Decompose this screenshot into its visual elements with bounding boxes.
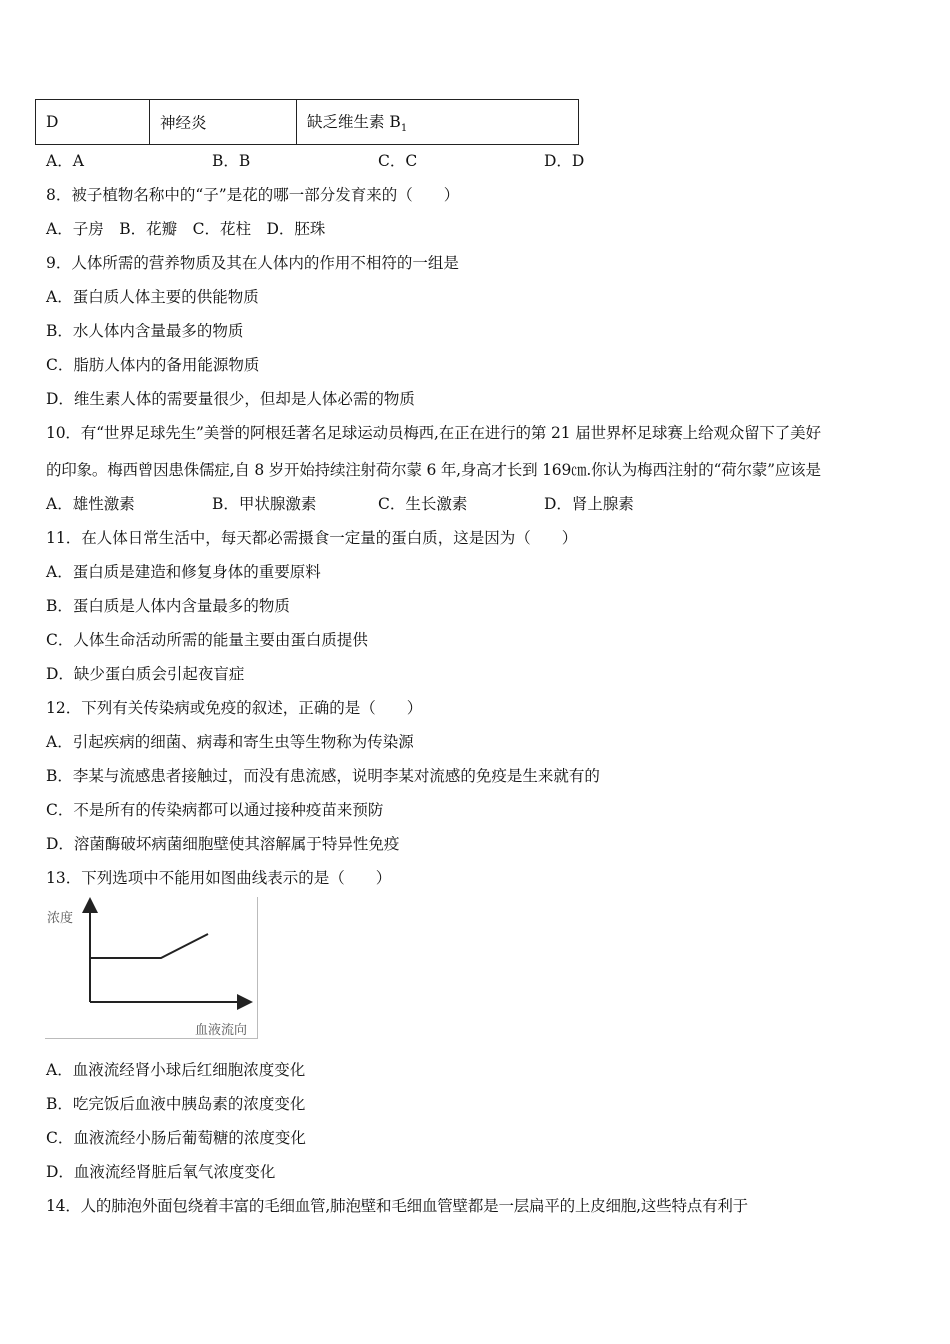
q10-options xyxy=(46,494,634,514)
q9-option-d[interactable]: D．维生素人体的需要量很少，但却是人体必需的物质 xyxy=(46,390,415,408)
q11-option-b[interactable]: B．蛋白质是人体内含量最多的物质 xyxy=(46,597,290,615)
q11-stem: 11．在人体日常生活中，每天都必需摄食一定量的蛋白质，这是因为（ ） xyxy=(46,529,578,547)
q10-stem-2: 的印象。梅西曾因患侏儒症,自 8 岁开始持续注射荷尔蒙 6 年,身高才长到 169㎝.你认为梅西注射的“荷尔蒙”应该是 xyxy=(46,461,821,479)
option-a[interactable]: A．雄性激素 xyxy=(46,495,135,513)
q13-option-a[interactable]: A．血液流经肾小球后红细胞浓度变化 xyxy=(46,1061,306,1079)
option-d[interactable]: D．肾上腺素 xyxy=(544,495,634,513)
q12-stem: 12．下列有关传染病或免疫的叙述，正确的是（ ） xyxy=(46,699,423,717)
q11-option-a[interactable]: A．蛋白质是建造和修复身体的重要原料 xyxy=(46,563,321,581)
option-d[interactable]: D．D xyxy=(544,152,585,170)
q9-option-c[interactable]: C．脂肪人体内的备用能源物质 xyxy=(46,356,260,374)
q11-option-d[interactable]: D．缺少蛋白质会引起夜盲症 xyxy=(46,665,245,683)
q8-options[interactable]: A．子房 B．花瓣 C．花柱 D．胚珠 xyxy=(46,220,326,238)
q11-option-c[interactable]: C．人体生命活动所需的能量主要由蛋白质提供 xyxy=(46,631,368,649)
q8-stem: 8．被子植物名称中的“子”是花的哪一部分发育来的（ ） xyxy=(46,186,460,204)
graph-y-label: 浓度 xyxy=(47,911,74,926)
q12-option-a[interactable]: A．引起疾病的细菌、病毒和寄生虫等生物称为传染源 xyxy=(46,733,414,751)
table-row xyxy=(36,100,579,145)
q13-stem: 13．下列选项中不能用如图曲线表示的是（ ） xyxy=(46,869,392,887)
q9-option-b[interactable]: B．水人体内含量最多的物质 xyxy=(46,322,244,340)
graph-x-label: 血液流向 xyxy=(195,1023,248,1038)
q9-option-a[interactable]: A．蛋白质人体主要的供能物质 xyxy=(46,288,259,306)
subscript: 1 xyxy=(400,123,408,135)
table-cell: D xyxy=(36,100,150,145)
q12-option-b[interactable]: B．李某与流感患者接触过，而没有患流感，说明李某对流感的免疫是生来就有的 xyxy=(46,767,600,785)
table-cell xyxy=(297,100,579,145)
option-c[interactable]: C．生长激素 xyxy=(378,495,468,513)
concentration-graph xyxy=(45,897,258,1039)
option-b[interactable]: B．B xyxy=(212,152,251,170)
q7-options xyxy=(46,151,584,171)
graph-plot xyxy=(45,897,257,1038)
q10-stem-1: 10．有“世界足球先生”美誉的阿根廷著名足球运动员梅西,在正在进行的第 21 届世界杯足球赛上给观众留下了美好 xyxy=(46,424,821,442)
curve-line xyxy=(90,934,208,958)
q9-stem: 9．人体所需的营养物质及其在人体内的作用不相符的一组是 xyxy=(46,254,459,272)
q12-option-d[interactable]: D．溶菌酶破坏病菌细胞壁使其溶解属于特异性免疫 xyxy=(46,835,400,853)
answer-table xyxy=(35,99,579,145)
q12-option-c[interactable]: C．不是所有的传染病都可以通过接种疫苗来预防 xyxy=(46,801,384,819)
q13-option-b[interactable]: B．吃完饭后血液中胰岛素的浓度变化 xyxy=(46,1095,306,1113)
option-b[interactable]: B．甲状腺激素 xyxy=(212,495,317,513)
q13-option-c[interactable]: C．血液流经小肠后葡萄糖的浓度变化 xyxy=(46,1129,306,1147)
option-a[interactable]: A．A xyxy=(46,152,84,170)
q13-option-d[interactable]: D．血液流经肾脏后氧气浓度变化 xyxy=(46,1163,276,1181)
table-cell: 神经炎 xyxy=(150,100,297,145)
option-c[interactable]: C．C xyxy=(378,152,418,170)
cell-text: 缺乏维生素 B xyxy=(307,112,401,131)
q14-stem: 14．人的肺泡外面包绕着丰富的毛细血管,肺泡壁和毛细血管壁都是一层扁平的上皮细胞,这些特点有利于 xyxy=(46,1197,748,1215)
